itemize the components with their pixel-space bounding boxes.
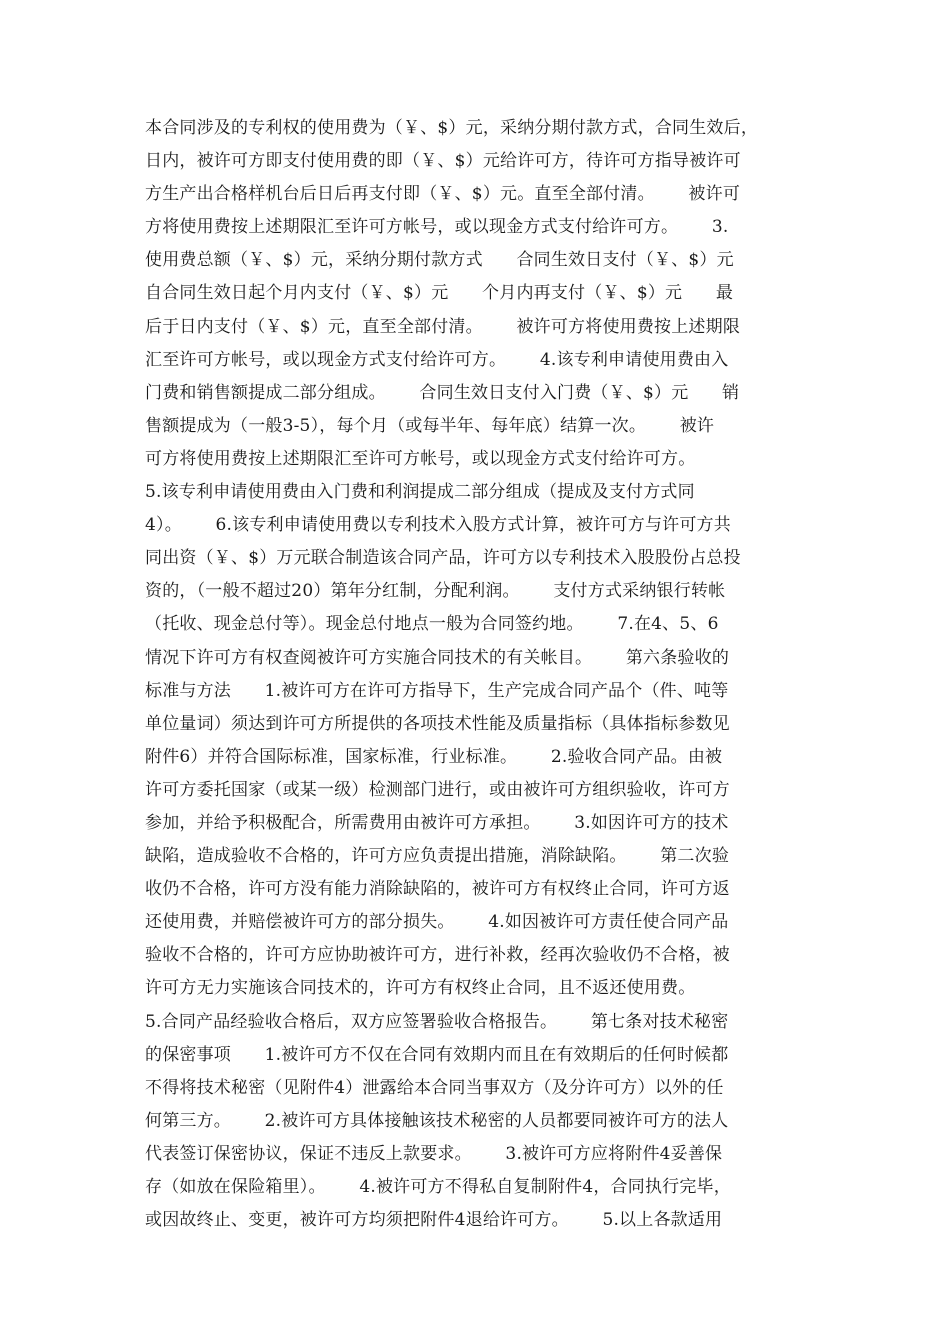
text-line: （托收、现金总付等）。现金总付地点一般为合同签约地。 7.在4、5、6 — [145, 614, 719, 635]
text-line: 何第三方。 2.被许可方具体接触该技术秘密的人员都要同被许可方的法人 — [145, 1110, 729, 1131]
text-line: 5.合同产品经验收合格后，双方应签署验收合格报告。 第七条对技术秘密 — [145, 1011, 729, 1032]
text-line: 方将使用费按上述期限汇至许可方帐号，或以现金方式支付给许可方。 3. — [145, 217, 729, 238]
contract-text-body — [145, 112, 825, 1237]
text-line: 许可方无力实施该合同技术的，许可方有权终止合同，且不返还使用费。 — [145, 978, 696, 999]
text-line: 自合同生效日起个月内支付（￥、$）元 个月内再支付（￥、$）元 最 — [145, 283, 734, 304]
text-line: 5.该专利申请使用费由入门费和利润提成二部分组成（提成及支付方式同 — [145, 482, 695, 503]
text-line: 单位量词）须达到许可方所提供的各项技术性能及质量指标（具体指标参数见 — [145, 713, 730, 734]
text-line: 4）。 6.该专利申请使用费以专利技术入股方式计算，被许可方与许可方共 — [145, 515, 731, 536]
text-line: 情况下许可方有权查阅被许可方实施合同技术的有关帐目。 第六条验收的 — [145, 647, 730, 668]
text-line: 还使用费，并赔偿被许可方的部分损失。 4.如因被许可方责任使合同产品 — [145, 912, 729, 933]
text-line: 许可方委托国家（或某一级）检测部门进行，或由被许可方组织验收，许可方 — [145, 779, 730, 800]
text-line: 门费和销售额提成二部分组成。 合同生效日支付入门费（￥、$）元 销 — [145, 382, 740, 403]
text-line: 可方将使用费按上述期限汇至许可方帐号，或以现金方式支付给许可方。 — [145, 448, 696, 469]
text-line: 标准与方法 1.被许可方在许可方指导下，生产完成合同产品个（件、吨等 — [145, 680, 729, 701]
text-line: 的保密事项 1.被许可方不仅在合同有效期内而且在有效期后的任何时候都 — [145, 1044, 729, 1065]
text-line: 后于日内支付（￥、$）元，直至全部付清。 被许可方将使用费按上述期限 — [145, 316, 741, 337]
text-line: 收仍不合格，许可方没有能力消除缺陷的，被许可方有权终止合同，许可方返 — [145, 879, 730, 900]
text-line: 同出资（￥、$）万元联合制造该合同产品，许可方以专利技术入股股份占总投 — [145, 548, 741, 569]
text-line: 不得将技术秘密（见附件4）泄露给本合同当事双方（及分许可方）以外的任 — [145, 1077, 724, 1098]
text-line: 缺陷，造成验收不合格的，许可方应负责提出措施，消除缺陷。 第二次验 — [145, 846, 730, 867]
text-line: 附件6）并符合国际标准，国家标准，行业标准。 2.验收合同产品。由被 — [145, 746, 723, 767]
text-line: 代表签订保密协议，保证不违反上款要求。 3.被许可方应将附件4妥善保 — [145, 1143, 723, 1164]
text-line: 售额提成为（一般3-5），每个月（或每半年、每年底）结算一次。 被许 — [145, 415, 715, 436]
text-line: 方生产出合格样机台后日后再支付即（￥、$）元。直至全部付清。 被许可 — [145, 184, 741, 205]
text-line: 或因故终止、变更，被许可方均须把附件4退给许可方。 5.以上各款适用 — [145, 1210, 723, 1231]
text-line: 使用费总额（￥、$）元，采纳分期付款方式 合同生效日支付（￥、$）元 — [145, 250, 734, 271]
text-line: 存（如放在保险箱里）。 4.被许可方不得私自复制附件4，合同执行完毕， — [145, 1177, 731, 1197]
text-line: 汇至许可方帐号，或以现金方式支付给许可方。 4.该专利申请使用费由入 — [145, 349, 729, 370]
text-line: 参加，并给予积极配合，所需费用由被许可方承担。 3.如因许可方的技术 — [145, 812, 729, 833]
text-line: 本合同涉及的专利权的使用费为（￥、$）元，采纳分期付款方式，合同生效后， — [145, 118, 759, 138]
text-line: 验收不合格的，许可方应协助被许可方，进行补救，经再次验收仍不合格，被 — [145, 945, 730, 966]
text-line: 资的，（一般不超过20）第年分红制，分配利润。 支付方式采纳银行转帐 — [145, 581, 726, 602]
text-line: 日内，被许可方即支付使用费的即（￥、$）元给许可方，待许可方指导被许可 — [145, 151, 741, 172]
